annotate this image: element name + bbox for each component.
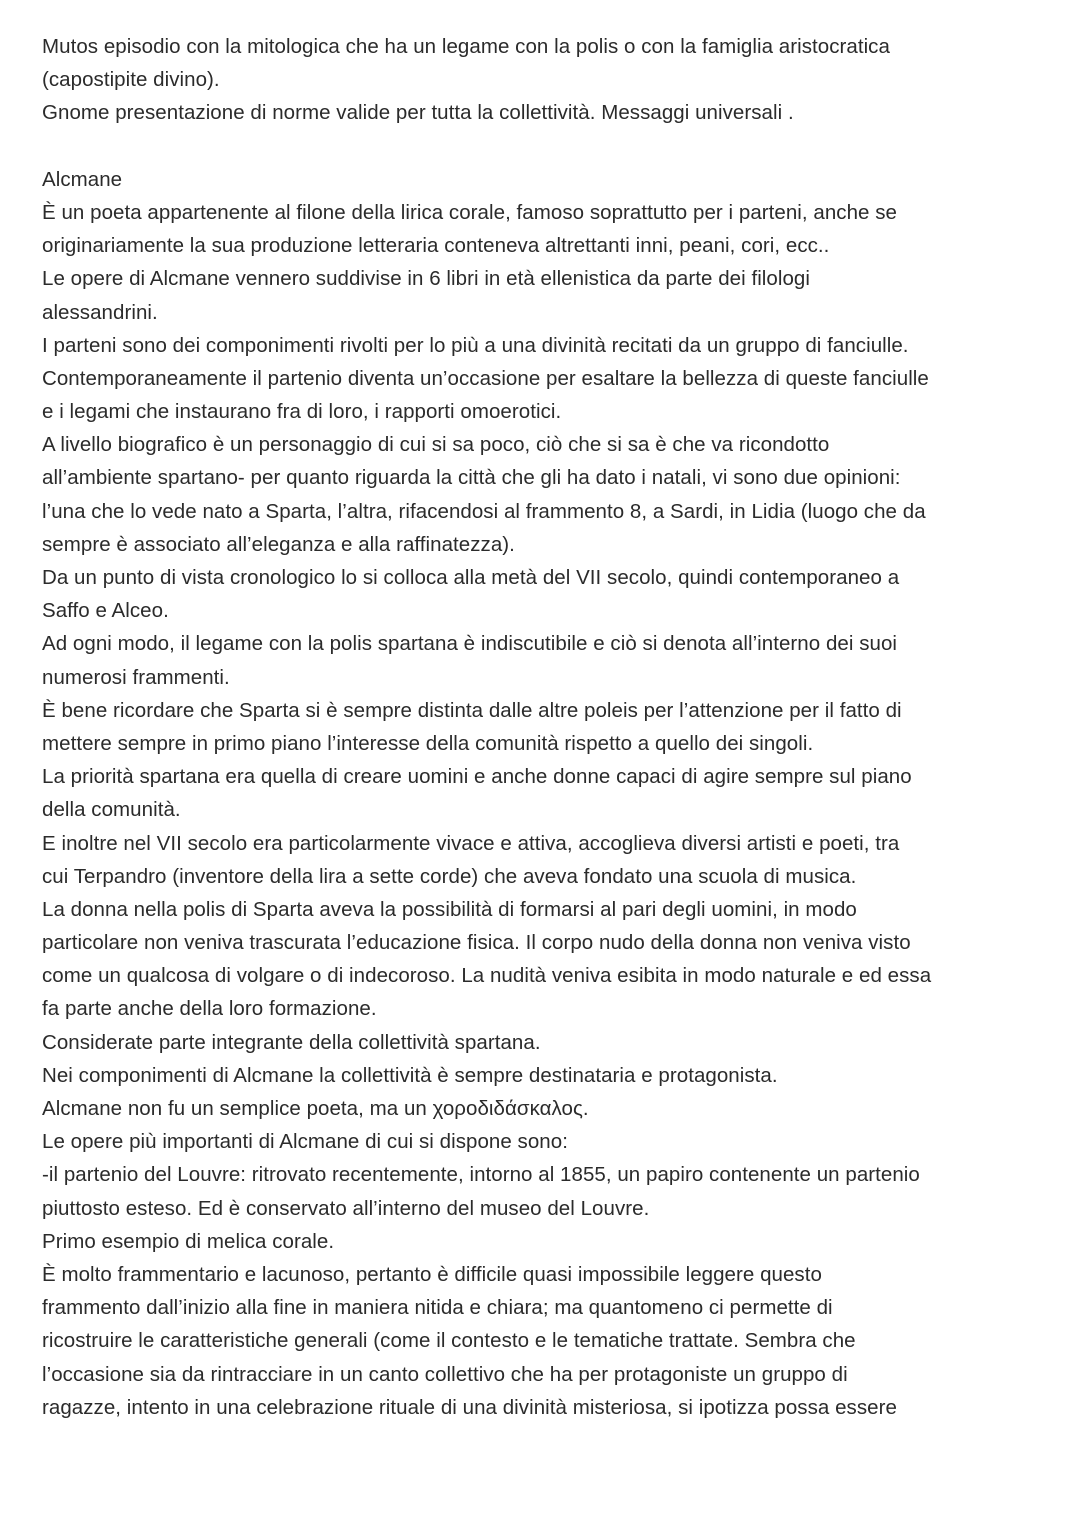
text-line: all’ambiente spartano- per quanto riguarda la città che gli ha dato i natali, vi sono due opinioni:	[42, 466, 901, 490]
text-line: numerosi frammenti.	[42, 665, 230, 689]
text-line: come un qualcosa di volgare o di indecoroso. La nudità veniva esibita in modo naturale e ed essa	[42, 964, 932, 988]
text-line: originariamente la sua produzione letteraria conteneva altrettanti inni, peani, cori, ecc..	[42, 234, 830, 258]
text-line: Le opere più importanti di Alcmane di cui si dispone sono:	[42, 1130, 568, 1154]
text-line: Mutos episodio con la mitologica che ha un legame con la polis o con la famiglia aristocratica	[42, 35, 890, 58]
text-line: della comunità.	[42, 798, 181, 822]
text-line: particolare non veniva trascurata l’educazione fisica. Il corpo nudo della donna non veniva visto	[42, 931, 911, 955]
section-heading-alcmane: Alcmane	[42, 167, 123, 191]
text-line: -il partenio del Louvre: ritrovato recentemente, intorno al 1855, un papiro contenente un partenio	[42, 1163, 920, 1187]
text-line: cui Terpandro (inventore della lira a sette corde) che aveva fondato una scuola di musica.	[42, 864, 857, 888]
text-line: e i legami che instaurano fra di loro, i rapporti omoerotici.	[42, 400, 562, 424]
text-line: Alcmane non fu un semplice poeta, ma un χοροδιδάσκαλος.	[42, 1097, 589, 1120]
text-line: E inoltre nel VII secolo era particolarmente vivace e attiva, accoglieva diversi artisti e poeti, tra	[42, 831, 900, 855]
text-line: Contemporaneamente il partenio diventa un’occasione per esaltare la bellezza di queste fanciulle	[42, 366, 929, 390]
text-line: Gnome presentazione di norme valide per tutta la collettività. Messaggi universali .	[42, 101, 794, 125]
text-line: È un poeta appartenente al filone della lirica corale, famoso soprattutto per i parteni, anche se	[42, 200, 897, 224]
text-line: Nei componimenti di Alcmane la collettività è sempre destinataria e protagonista.	[42, 1063, 778, 1087]
text-line: Considerate parte integrante della collettività spartana.	[42, 1030, 541, 1054]
text-line: ragazze, intento in una celebrazione rituale di una divinità misteriosa, si ipotizza possa essere	[42, 1395, 897, 1419]
text-line: Le opere di Alcmane vennero suddivise in 6 libri in età ellenistica da parte dei filologi	[42, 267, 810, 291]
text-line: ricostruire le caratteristiche generali (come il contesto e le tematiche trattate. Sembra che	[42, 1329, 856, 1353]
text-line: Saffo e Alceo.	[42, 599, 169, 623]
document-body	[42, 30, 1052, 1424]
text-line: I parteni sono dei componimenti rivolti per lo più a una divinità recitati da un gruppo di fanciulle.	[42, 333, 909, 357]
text-line: l’una che lo vede nato a Sparta, l’altra, rifacendosi al frammento 8, a Sardi, in Lidia (luogo che da	[42, 499, 926, 523]
text-line: Da un punto di vista cronologico lo si colloca alla metà del VII secolo, quindi contemporaneo a	[42, 566, 900, 589]
text-line: alessandrini.	[42, 300, 158, 324]
text-line: Primo esempio di melica corale.	[42, 1229, 335, 1253]
text-line: sempre è associato all’eleganza e alla raffinatezza).	[42, 532, 515, 556]
text-line: La donna nella polis di Sparta aveva la possibilità di formarsi al pari degli uomini, in modo	[42, 897, 857, 921]
text-line: mettere sempre in primo piano l’interesse della comunità rispetto a quello dei singoli.	[42, 731, 814, 755]
text-line: La priorità spartana era quella di creare uomini e anche donne capaci di agire sempre sul piano	[42, 765, 912, 789]
text-line: È molto frammentario e lacunoso, pertanto è difficile quasi impossibile leggere questo	[42, 1262, 822, 1286]
text-line: A livello biografico è un personaggio di cui si sa poco, ciò che si sa è che va ricondotto	[42, 433, 830, 457]
text-line: (capostipite divino).	[42, 68, 220, 92]
text-line: frammento dall’inizio alla fine in maniera nitida e chiara; ma quantomeno ci permette di	[42, 1296, 833, 1320]
text-line: l’occasione sia da rintracciare in un canto collettivo che ha per protagoniste un gruppo di	[42, 1362, 848, 1386]
text-line: È bene ricordare che Sparta si è sempre distinta dalle altre poleis per l’attenzione per il fatto di	[42, 698, 902, 722]
text-line: fa parte anche della loro formazione.	[42, 997, 377, 1021]
text-line: Ad ogni modo, il legame con la polis spartana è indiscutibile e ciò si denota all’interno dei suoi	[42, 632, 898, 656]
text-line: piuttosto esteso. Ed è conservato all’interno del museo del Louvre.	[42, 1196, 650, 1220]
blank-line	[42, 130, 1052, 163]
